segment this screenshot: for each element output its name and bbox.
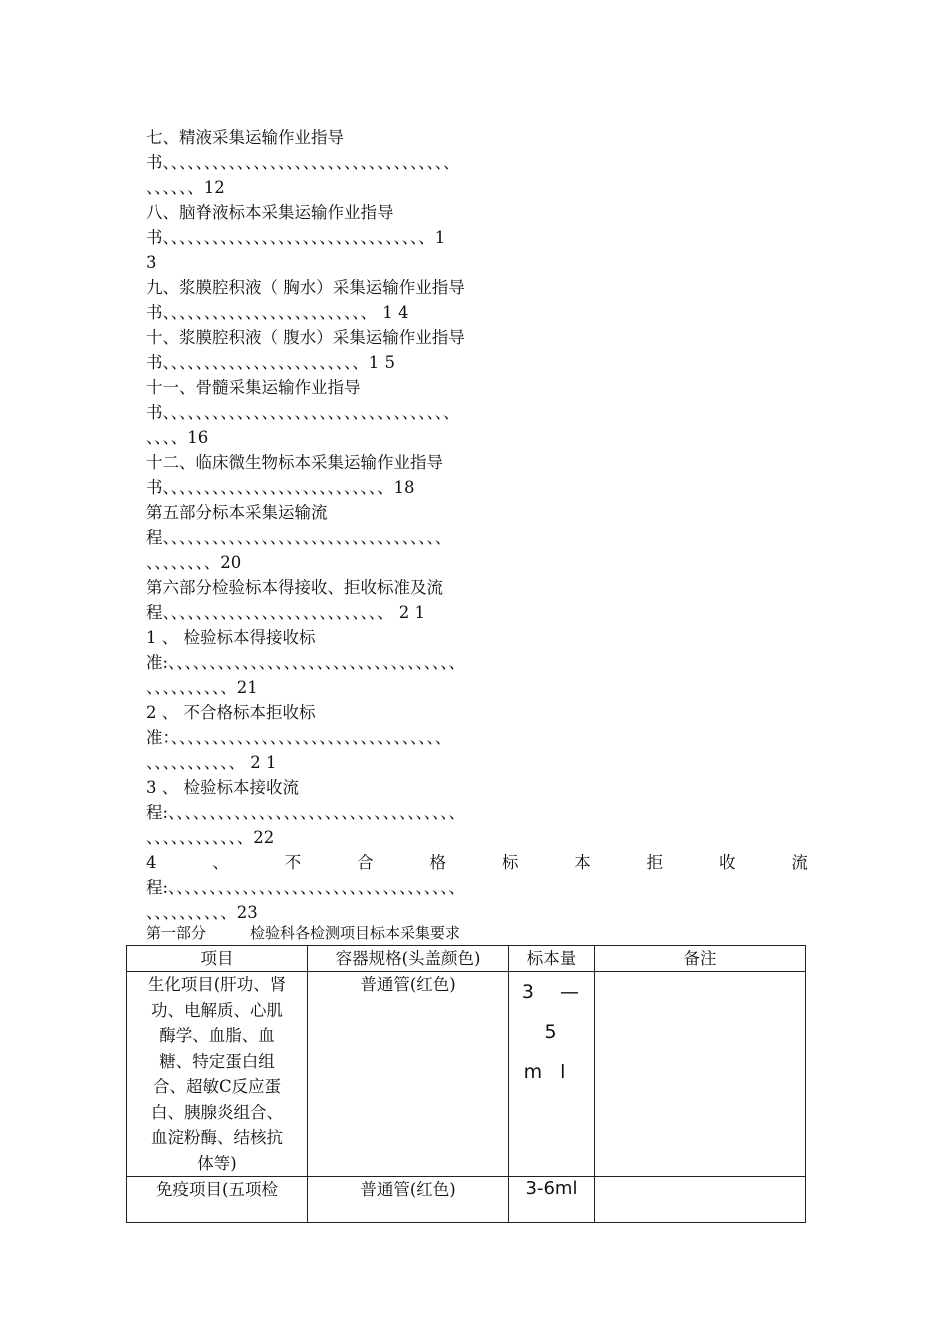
cell-line: 血淀粉酶、结核抗 <box>151 1128 283 1147</box>
toc-token: 格 <box>429 853 446 872</box>
toc-line: 十、浆膜腔积液（ 腹水）采集运输作业指导 <box>146 328 465 347</box>
toc-line: 、、、、、、、、、、、 2 1 <box>146 753 277 772</box>
toc-line: 3 <box>146 253 157 272</box>
toc-line: 第六部分检验标本得接收、拒收标准及流 <box>146 578 443 597</box>
toc-token: 标 <box>501 853 519 872</box>
toc-line-spaced <box>146 850 808 875</box>
cell-note <box>595 1177 806 1223</box>
toc-line: 书、、、、、、、、、、、、、、、、、、、、、、、、、 1 4 <box>146 303 409 322</box>
cell-line: 免疫项目(五项检 <box>156 1180 278 1199</box>
table-of-contents <box>146 125 808 925</box>
toc-line: 程、、、、、、、、、、、、、、、、、、、、、、、、、、、、、、、、、、 <box>146 528 452 547</box>
specimen-requirements-table <box>126 945 806 1223</box>
part-number: 第一部分 <box>146 924 207 942</box>
cell-line: 生化项目(肝功、肾 <box>147 975 287 994</box>
cell-item <box>127 972 308 1177</box>
toc-line: 十一、骨髓采集运输作业指导 <box>146 378 361 397</box>
cell-line: 合、超敏C反应蛋 <box>152 1077 282 1096</box>
header-note: 备注 <box>595 946 806 972</box>
toc-line: 书、、、、、、、、、、、、、、、、、、、、、、、、1 5 <box>146 353 395 372</box>
toc-line: 2 、 不合格标本拒收标 <box>146 703 316 722</box>
toc-line: 、、、、、、、、20 <box>146 553 242 572</box>
cell-line: 白、胰腺炎组合、 <box>151 1102 283 1122</box>
toc-line: 、、、、16 <box>146 428 209 447</box>
header-volume: 标本量 <box>509 946 595 972</box>
cell-item <box>127 1177 308 1223</box>
toc-token: 、 <box>212 853 229 872</box>
toc-line: 1 、 检验标本得接收标 <box>146 628 316 647</box>
cell-note <box>595 972 806 1177</box>
cell-line: 糖、特定蛋白组 <box>159 1051 275 1071</box>
toc-line: 九、浆膜腔积液（ 胸水）采集运输作业指导 <box>146 278 465 297</box>
volume-range: 3 — 5 <box>521 981 590 1043</box>
cell-volume <box>509 972 595 1177</box>
cell-line: 酶学、血脂、血 <box>159 1026 275 1045</box>
toc-token: 4 <box>146 853 157 872</box>
toc-line: 程:、、、、、、、、、、、、、、、、、、、、、、、、、、、、、、、、、、、 <box>146 878 466 897</box>
toc-token: 拒 <box>646 853 664 872</box>
toc-line: 准：、、、、、、、、、、、、、、、、、、、、、、、、、、、、、、、、、 <box>146 728 452 747</box>
toc-line: 、、、、、、12 <box>146 178 225 197</box>
header-item: 项目 <box>127 946 308 972</box>
part-title: 检验科各检测项目标本采集要求 <box>250 924 461 942</box>
toc-line: 第五部分标本采集运输流 <box>146 503 328 522</box>
toc-line: 七、精液采集运输作业指导 <box>146 128 344 147</box>
table-header-row <box>127 946 806 972</box>
cell-container: 普通管(红色) <box>308 972 509 1177</box>
cell-line: 功、电解质、心肌 <box>151 1000 283 1020</box>
toc-line: 程:、、、、、、、、、、、、、、、、、、、、、、、、、、、、、、、、、、、 <box>146 803 466 822</box>
toc-line: 3 、 检验标本接收流 <box>146 778 299 797</box>
toc-line: 程、、、、、、、、、、、、、、、、、、、、、、、、、、、 2 1 <box>146 603 425 622</box>
toc-token: 收 <box>719 853 736 872</box>
table-row <box>127 1177 806 1223</box>
cell-line: 体等) <box>197 1153 237 1173</box>
cell-container: 普通管(红色) <box>308 1177 509 1223</box>
toc-line: 准:、、、、、、、、、、、、、、、、、、、、、、、、、、、、、、、、、、、 <box>146 653 466 672</box>
toc-line: 书、、、、、、、、、、、、、、、、、、、、、、、、、、、、、、、、、、、 <box>146 153 460 172</box>
section-heading <box>146 922 460 944</box>
toc-token: 本 <box>574 853 591 872</box>
toc-token: 合 <box>357 853 374 872</box>
header-container: 容器规格(头盖颜色) <box>308 946 509 972</box>
toc-line: 书、、、、、、、、、、、、、、、、、、、、、、、、、、、、、、、、、、、 <box>146 403 460 422</box>
toc-line: 十二、临床微生物标本采集运输作业指导 <box>146 453 443 472</box>
toc-line: 八、脑脊液标本采集运输作业指导 <box>146 203 394 222</box>
toc-token: 不 <box>284 853 302 872</box>
toc-line: 书、、、、、、、、、、、、、、、、、、、、、、、、、、、18 <box>146 478 415 497</box>
toc-token: 流 <box>791 853 808 872</box>
cell-volume: 3-6ml <box>509 1177 595 1223</box>
volume-unit: m l <box>523 1061 572 1083</box>
table-row <box>127 972 806 1177</box>
toc-line: 、、、、、、、、、、23 <box>146 903 258 922</box>
toc-line: 、、、、、、、、、、、、22 <box>146 828 275 847</box>
toc-line: 、、、、、、、、、、21 <box>146 678 258 697</box>
toc-line: 书、、、、、、、、、、、、、、、、、、、、、、、、、、、、、、、、1 <box>146 228 446 247</box>
